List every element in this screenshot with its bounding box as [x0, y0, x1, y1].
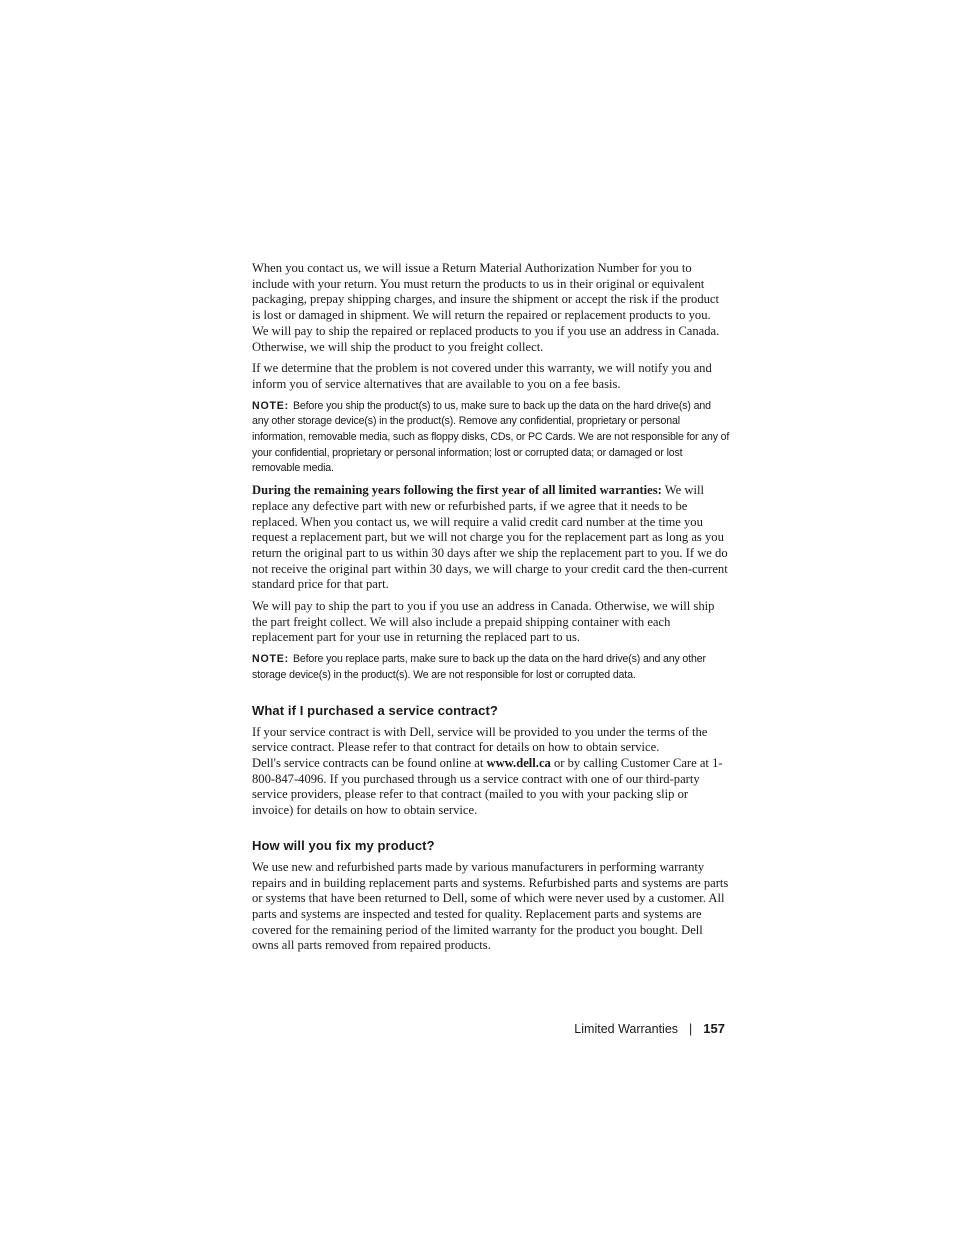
footer-separator: |	[689, 1022, 693, 1036]
note-text: Before you ship the product(s) to us, make sure to back up the data on the hard drive(s) and any other storage device(s) in the product(s). Remove any confidential, proprietary or personal information, removable media, such as floppy disks, CDs, or PC Cards. We are not responsible for any of your confidential, proprietary or personal information; lost or corrupted data; or damaged or lost removable media.	[252, 399, 730, 475]
paragraph-not-covered: If we determine that the problem is not covered under this warranty, we will notify you and inform you of service alternatives that are available to you on a fee basis.	[252, 361, 712, 391]
paragraph-fix-product: We use new and refurbished parts made by various manufacturers in performing warranty repairs and in building replacement parts and systems. Refurbished parts and systems are parts or systems that have been returned to Dell, some of which were never used by a customer. All parts and systems are inspected and tested for quality. Replacement parts and systems are covered for the remaining period of the limited warranty for the product you bought. Dell owns all parts removed from repaired products.	[252, 859, 729, 953]
paragraph-remaining-years	[252, 483, 730, 593]
paragraph-body: We will replace any defective part with new or refurbished parts, if we agree that it needs to be replaced. When you contact us, we will require a valid credit card number at the time you request a replacement part, but we will not charge you for the replacement part as long as you return the original part to us within 30 days after we ship the replacement part to you. If we do not receive the original part within 30 days, we will charge to your credit card the then-current standard price for that part.	[252, 483, 728, 592]
heading-fix-product: How will you fix my product?	[252, 837, 435, 853]
paragraph-return-authorization: When you contact us, we will issue a Return Material Authorization Number for you to include with your return. You must return the products to us in their original or equivalent packaging, prepay shipping charges, and insure the shipment or accept the risk if the product is lost or damaged in shipment. We will return the repaired or replacement products to you. We will pay to ship the repaired or replaced products to you if you use an address in Canada. Otherwise, we will ship the product to you freight collect.	[252, 261, 720, 354]
note-text: Before you replace parts, make sure to back up the data on the hard drive(s) and any other storage device(s) in the product(s). We are not responsible for lost or corrupted data.	[252, 653, 706, 681]
page-footer	[574, 1020, 725, 1038]
paragraph-part-shipping: We will pay to ship the part to you if you use an address in Canada. Otherwise, we will ship the part freight collect. We will also include a prepaid shipping container with each replacement part for your use in returning the replaced part to us.	[252, 599, 715, 645]
heading-service-contract: What if I purchased a service contract?	[252, 702, 498, 718]
footer-section-title: Limited Warranties	[574, 1022, 679, 1036]
paragraph-lead-bold: During the remaining years following the first year of all limited warranties:	[252, 483, 662, 498]
page-content	[252, 261, 730, 960]
note-label: NOTE:	[252, 399, 289, 412]
note-label: NOTE:	[252, 653, 289, 666]
dell-website-link: www.dell.ca	[486, 755, 551, 770]
service-contract-line1: If your service contract is with Dell, service will be provided to you under the terms of the service contract. Please refer to that contract for details on how to obtain service.	[252, 724, 708, 755]
page-number: 157	[703, 1021, 725, 1036]
note-backup-before-replacing	[252, 652, 730, 683]
note-backup-before-shipping	[252, 399, 730, 478]
service-contract-line2-after: or by calling Customer Care at 1-800-847-4096. If you purchased through us a service contract with one of our third-party service providers, please refer to that contract (mailed to you with your packing slip or invoice) for details on how to obtain service.	[252, 755, 723, 818]
service-contract-line2-before: Dell's service contracts can be found online at	[252, 755, 487, 770]
paragraph-service-contract	[252, 725, 730, 819]
